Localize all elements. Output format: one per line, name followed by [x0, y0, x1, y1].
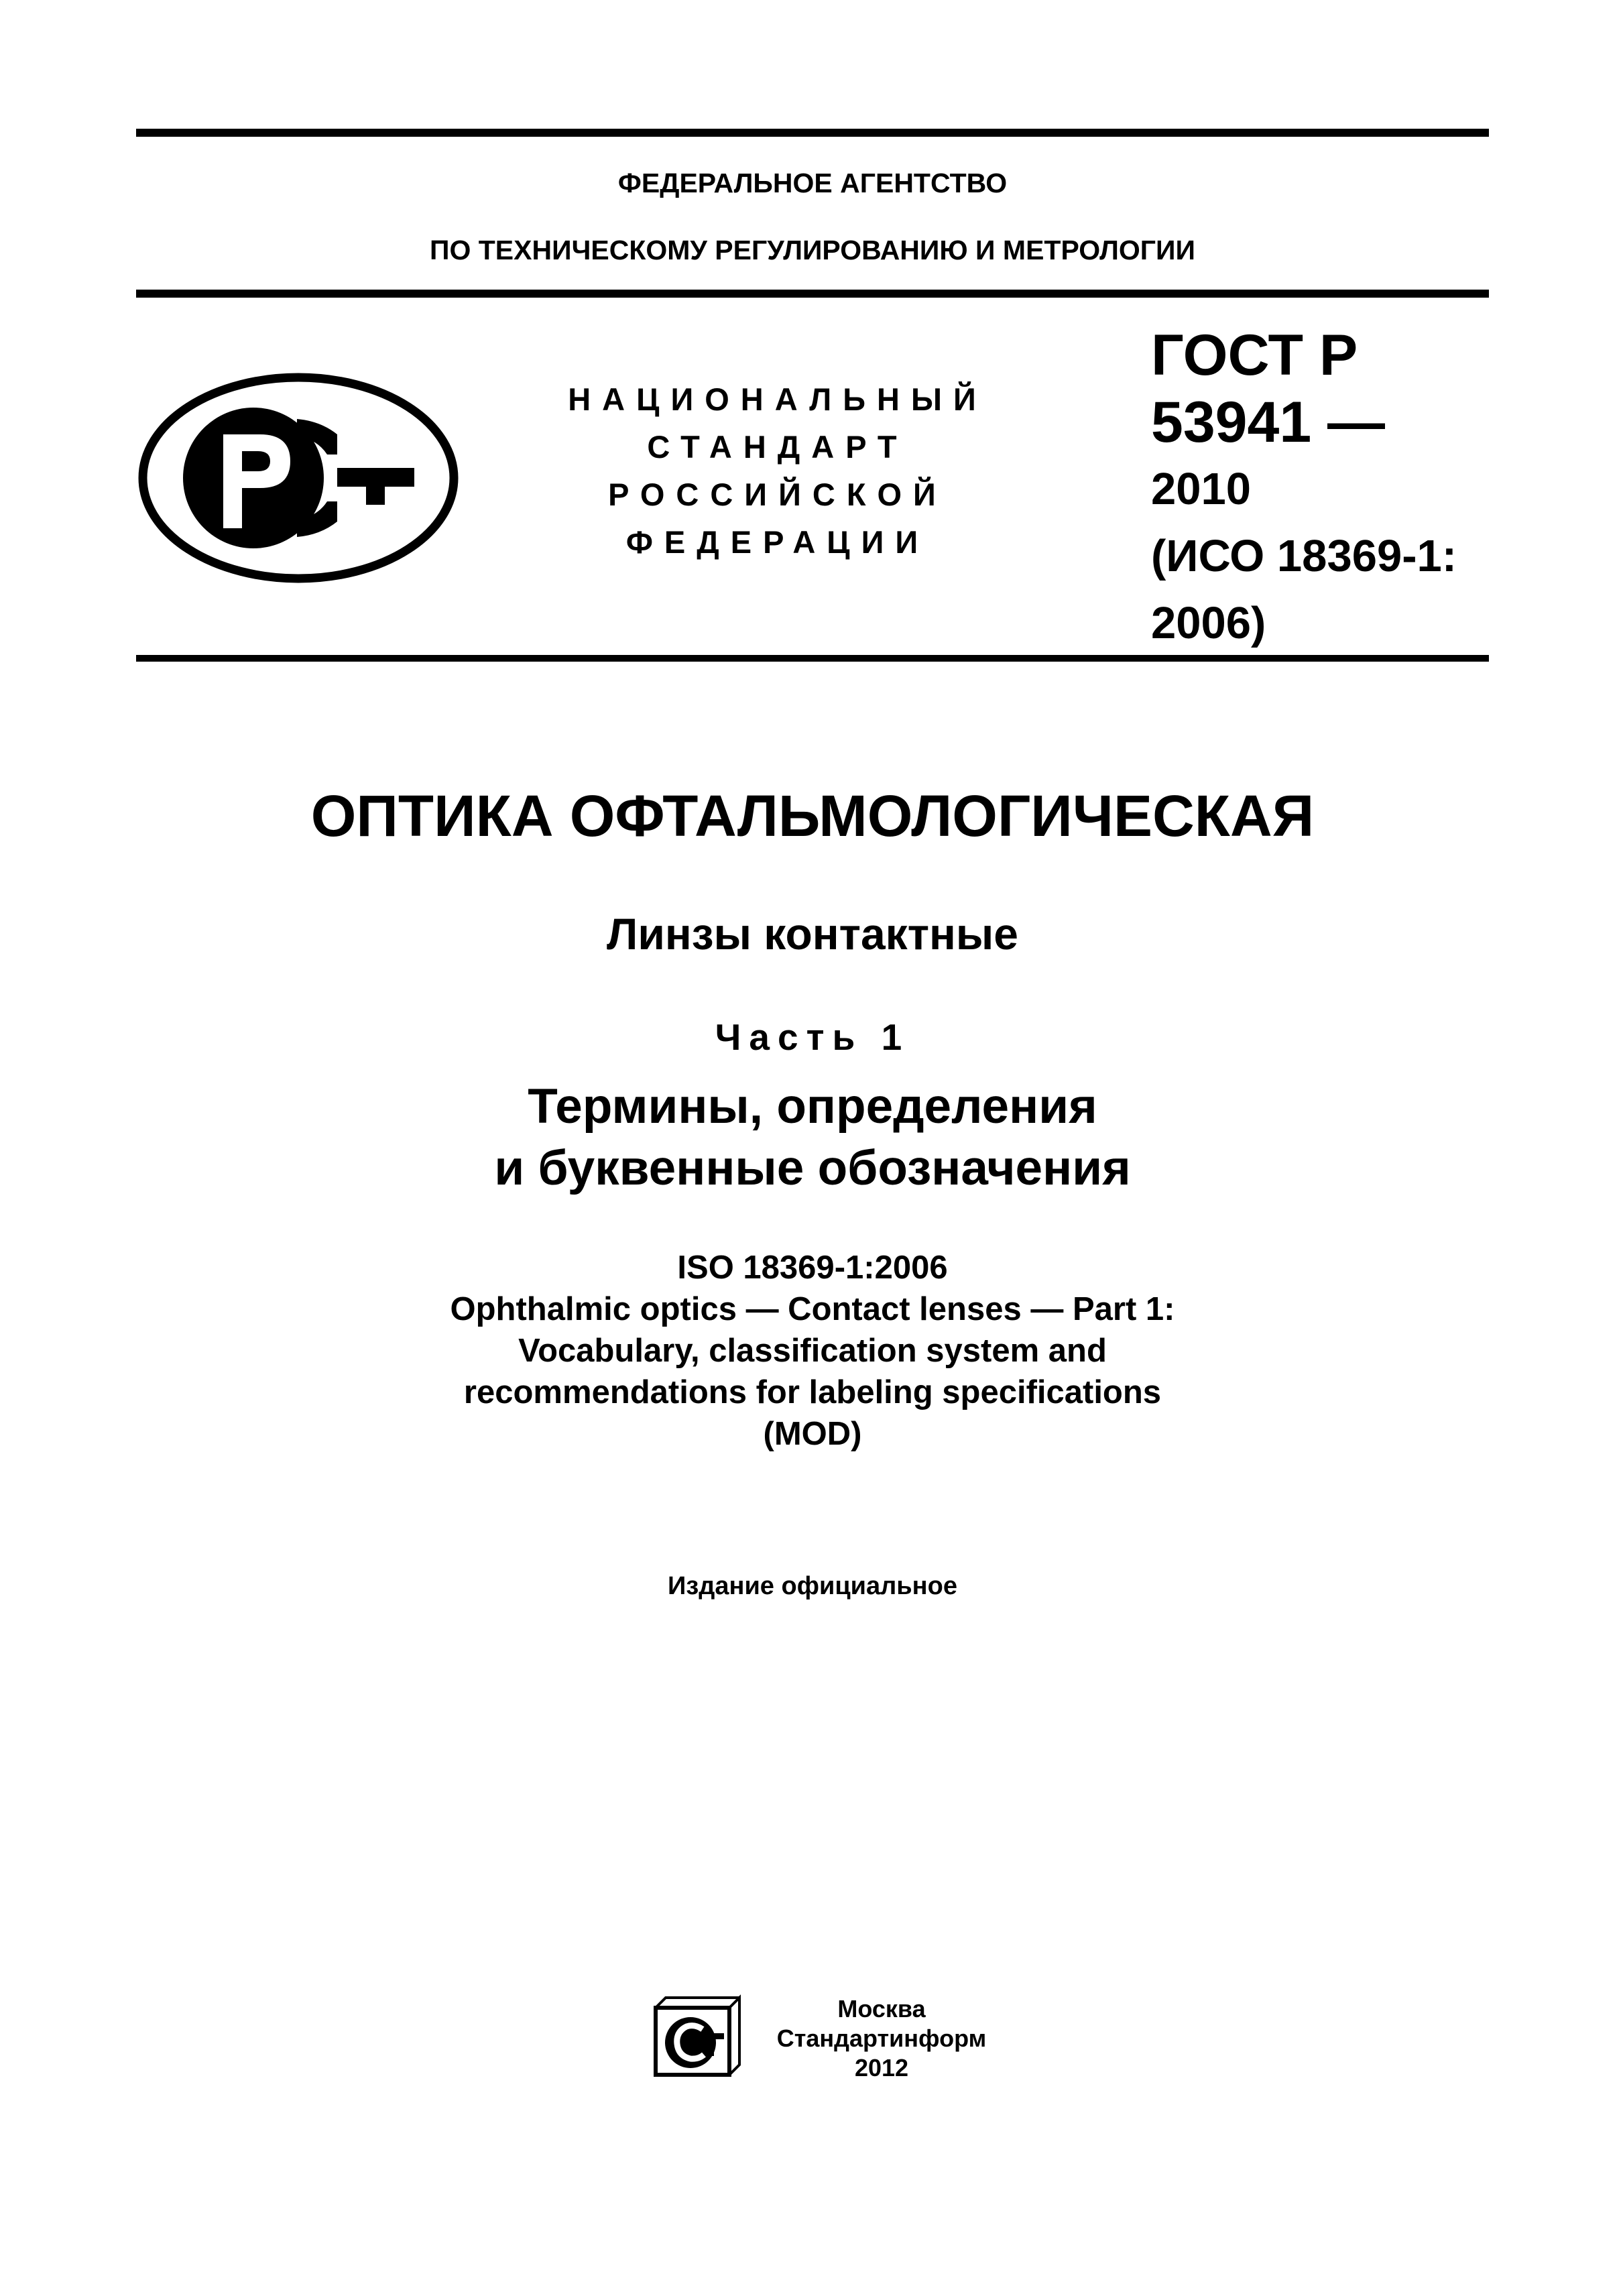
iso-line: Ophthalmic optics — Contact lenses — Part 1:	[450, 1291, 1175, 1327]
national-standard-line: РОССИЙСКОЙ	[608, 477, 947, 512]
document-title: ОПТИКА ОФТАЛЬМОЛОГИЧЕСКАЯ	[310, 784, 1315, 849]
national-standard-line: НАЦИОНАЛЬНЫЙ	[568, 381, 987, 417]
part-title-line: и буквенные обозначения	[494, 1141, 1131, 1195]
publisher-name: Стандартинформ	[776, 2025, 987, 2052]
part-number: Часть 1	[715, 1016, 910, 1058]
publisher-year: 2012	[854, 2054, 909, 2081]
designation-line: 2006)	[1151, 598, 1266, 648]
part-title	[136, 1076, 1489, 1199]
designation-line: ГОСТ Р	[1151, 323, 1358, 387]
designation-line: 2010	[1151, 464, 1252, 514]
iso-line: (MOD)	[763, 1416, 862, 1452]
iso-line: recommendations for labeling specifications	[463, 1374, 1162, 1410]
header-rule	[136, 290, 1489, 298]
designation-line: 53941 —	[1151, 390, 1386, 455]
national-standard-line: ФЕДЕРАЦИИ	[625, 524, 930, 560]
agency-line-1: ФЕДЕРАЛЬНОЕ АГЕНТСТВО	[617, 168, 1008, 198]
top-rule	[136, 129, 1489, 137]
standartinform-logo-icon	[649, 1994, 743, 2081]
rst-certification-logo-icon	[136, 371, 461, 585]
national-standard-line: СТАНДАРТ	[647, 429, 908, 465]
publisher-block	[774, 1994, 989, 2083]
standard-designation	[1151, 322, 1500, 657]
iso-line: ISO 18369-1:2006	[677, 1250, 948, 1286]
publisher-city: Москва	[837, 1995, 926, 2022]
document-subtitle: Линзы контактные	[607, 909, 1018, 959]
national-standard-block	[536, 375, 1019, 566]
designation-line: (ИСО 18369-1:	[1151, 531, 1457, 581]
agency-line-2: ПО ТЕХНИЧЕСКОМУ РЕГУЛИРОВАНИЮ И МЕТРОЛОГИИ	[430, 235, 1195, 265]
edition-note: Издание официальное	[668, 1572, 957, 1600]
iso-reference	[136, 1247, 1489, 1455]
iso-line: Vocabulary, classification system and	[518, 1333, 1107, 1369]
designation-rule	[136, 655, 1489, 662]
part-title-line: Термины, определения	[528, 1079, 1097, 1134]
